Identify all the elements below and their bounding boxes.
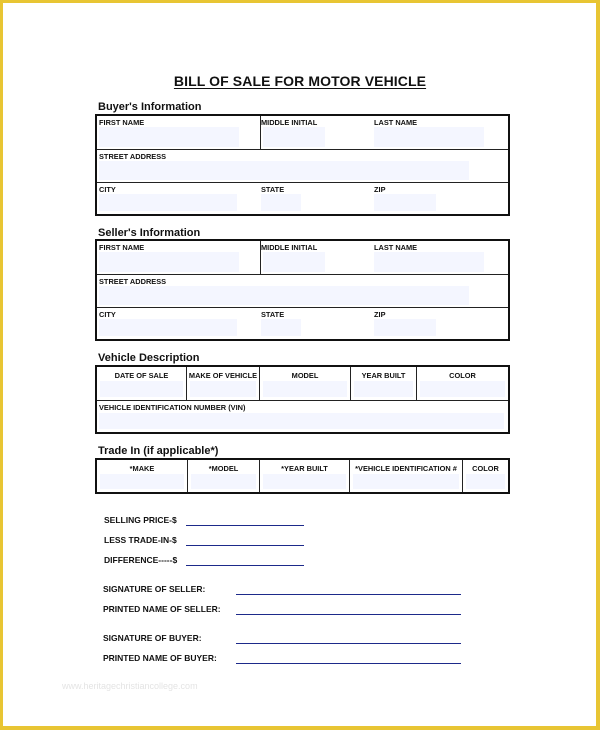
vehicle-year-built-cell[interactable] [351, 367, 417, 400]
vehicle-year-built-label: YEAR BUILT [361, 371, 406, 380]
seller-zip-field[interactable] [374, 319, 436, 336]
buyer-state-field[interactable] [261, 194, 301, 211]
buyer-first-name-field[interactable] [99, 127, 239, 147]
selling-price-field[interactable] [186, 525, 304, 526]
trade-in-heading: Trade In (if applicable*) [98, 445, 219, 457]
vehicle-color-label: COLOR [449, 371, 476, 380]
trade-in-make-label: *MAKE [129, 464, 155, 473]
seller-state-field[interactable] [261, 319, 301, 336]
buyer-last-name-label: LAST NAME [374, 118, 418, 127]
buyer-state-label: STATE [261, 185, 285, 194]
difference-label: DIFFERENCE-----$ [104, 555, 178, 565]
seller-signature-label: SIGNATURE OF SELLER: [103, 584, 206, 594]
vehicle-vin-field[interactable] [99, 413, 504, 429]
seller-street-address-label: STREET ADDRESS [99, 277, 167, 286]
vehicle-model-label: MODEL [291, 371, 319, 380]
buyer-street-address-label: STREET ADDRESS [99, 152, 167, 161]
buyer-heading: Buyer's Information [98, 101, 202, 113]
buyer-signature-label: SIGNATURE OF BUYER: [103, 633, 202, 643]
seller-info-grid [95, 239, 510, 341]
trade-in-color-cell[interactable] [463, 460, 508, 492]
buyer-last-name-field[interactable] [374, 127, 484, 147]
trade-in-year-built-cell[interactable] [260, 460, 350, 492]
trade-in-grid [95, 458, 510, 494]
buyer-zip-field[interactable] [374, 194, 436, 211]
document-title: BILL OF SALE FOR MOTOR VEHICLE [173, 73, 427, 89]
trade-in-color-label: COLOR [472, 464, 499, 473]
seller-printed-name-label: PRINTED NAME OF SELLER: [103, 604, 221, 614]
buyer-first-name-label: FIRST NAME [99, 118, 145, 127]
buyer-street-address-field[interactable] [99, 161, 469, 180]
seller-last-name-label: LAST NAME [374, 243, 418, 252]
difference-field[interactable] [186, 565, 304, 566]
trade-in-model-cell[interactable] [188, 460, 260, 492]
vehicle-date-of-sale-label: DATE OF SALE [114, 371, 169, 380]
trade-in-vin-label: *VEHICLE IDENTIFICATION # [355, 464, 457, 473]
buyer-address-row [97, 150, 508, 183]
buyer-printed-name-label: PRINTED NAME OF BUYER: [103, 653, 217, 663]
buyer-city-field[interactable] [99, 194, 237, 211]
seller-name-row [97, 241, 508, 275]
vehicle-vin-label: VEHICLE IDENTIFICATION NUMBER (VIN) [99, 403, 246, 412]
vehicle-make-label: MAKE OF VEHICLE [188, 371, 258, 380]
seller-city-label: CITY [99, 310, 116, 319]
less-trade-in-label: LESS TRADE-IN-$ [104, 535, 177, 545]
vehicle-vin-row [97, 401, 508, 432]
vehicle-description-grid [95, 365, 510, 434]
seller-signature-field[interactable] [236, 594, 461, 595]
seller-middle-initial-field[interactable] [263, 252, 325, 272]
vehicle-heading: Vehicle Description [98, 352, 200, 364]
trade-in-model-label: *MODEL [208, 464, 239, 473]
seller-state-label: STATE [261, 310, 285, 319]
buyer-middle-initial-label: MIDDLE INITIAL [261, 118, 318, 127]
buyer-signature-field[interactable] [236, 643, 461, 644]
vehicle-make-cell[interactable] [187, 367, 260, 400]
trade-in-vin-cell[interactable] [350, 460, 463, 492]
buyer-name-row [97, 116, 508, 150]
vehicle-model-cell[interactable] [260, 367, 351, 400]
seller-zip-label: ZIP [374, 310, 386, 319]
seller-first-name-field[interactable] [99, 252, 239, 272]
buyer-info-grid [95, 114, 510, 216]
trade-in-year-built-label: *YEAR BUILT [281, 464, 328, 473]
seller-first-name-label: FIRST NAME [99, 243, 145, 252]
seller-heading: Seller's Information [98, 227, 201, 239]
seller-address-row [97, 275, 508, 308]
seller-city-row [97, 308, 508, 339]
vehicle-color-cell[interactable] [417, 367, 508, 400]
buyer-middle-initial-field[interactable] [263, 127, 325, 147]
trade-in-make-cell[interactable] [97, 460, 188, 492]
seller-street-address-field[interactable] [99, 286, 469, 305]
buyer-zip-label: ZIP [374, 185, 386, 194]
selling-price-label: SELLING PRICE-$ [104, 515, 177, 525]
less-trade-in-field[interactable] [186, 545, 304, 546]
seller-middle-initial-label: MIDDLE INITIAL [261, 243, 318, 252]
seller-last-name-field[interactable] [374, 252, 484, 272]
seller-printed-name-field[interactable] [236, 614, 461, 615]
buyer-city-row [97, 183, 508, 214]
watermark-text: www.heritagechristiancollege.com [62, 681, 198, 691]
vehicle-date-of-sale-cell[interactable] [97, 367, 187, 400]
vehicle-columns-row [97, 367, 508, 401]
buyer-city-label: CITY [99, 185, 116, 194]
seller-city-field[interactable] [99, 319, 237, 336]
buyer-printed-name-field[interactable] [236, 663, 461, 664]
